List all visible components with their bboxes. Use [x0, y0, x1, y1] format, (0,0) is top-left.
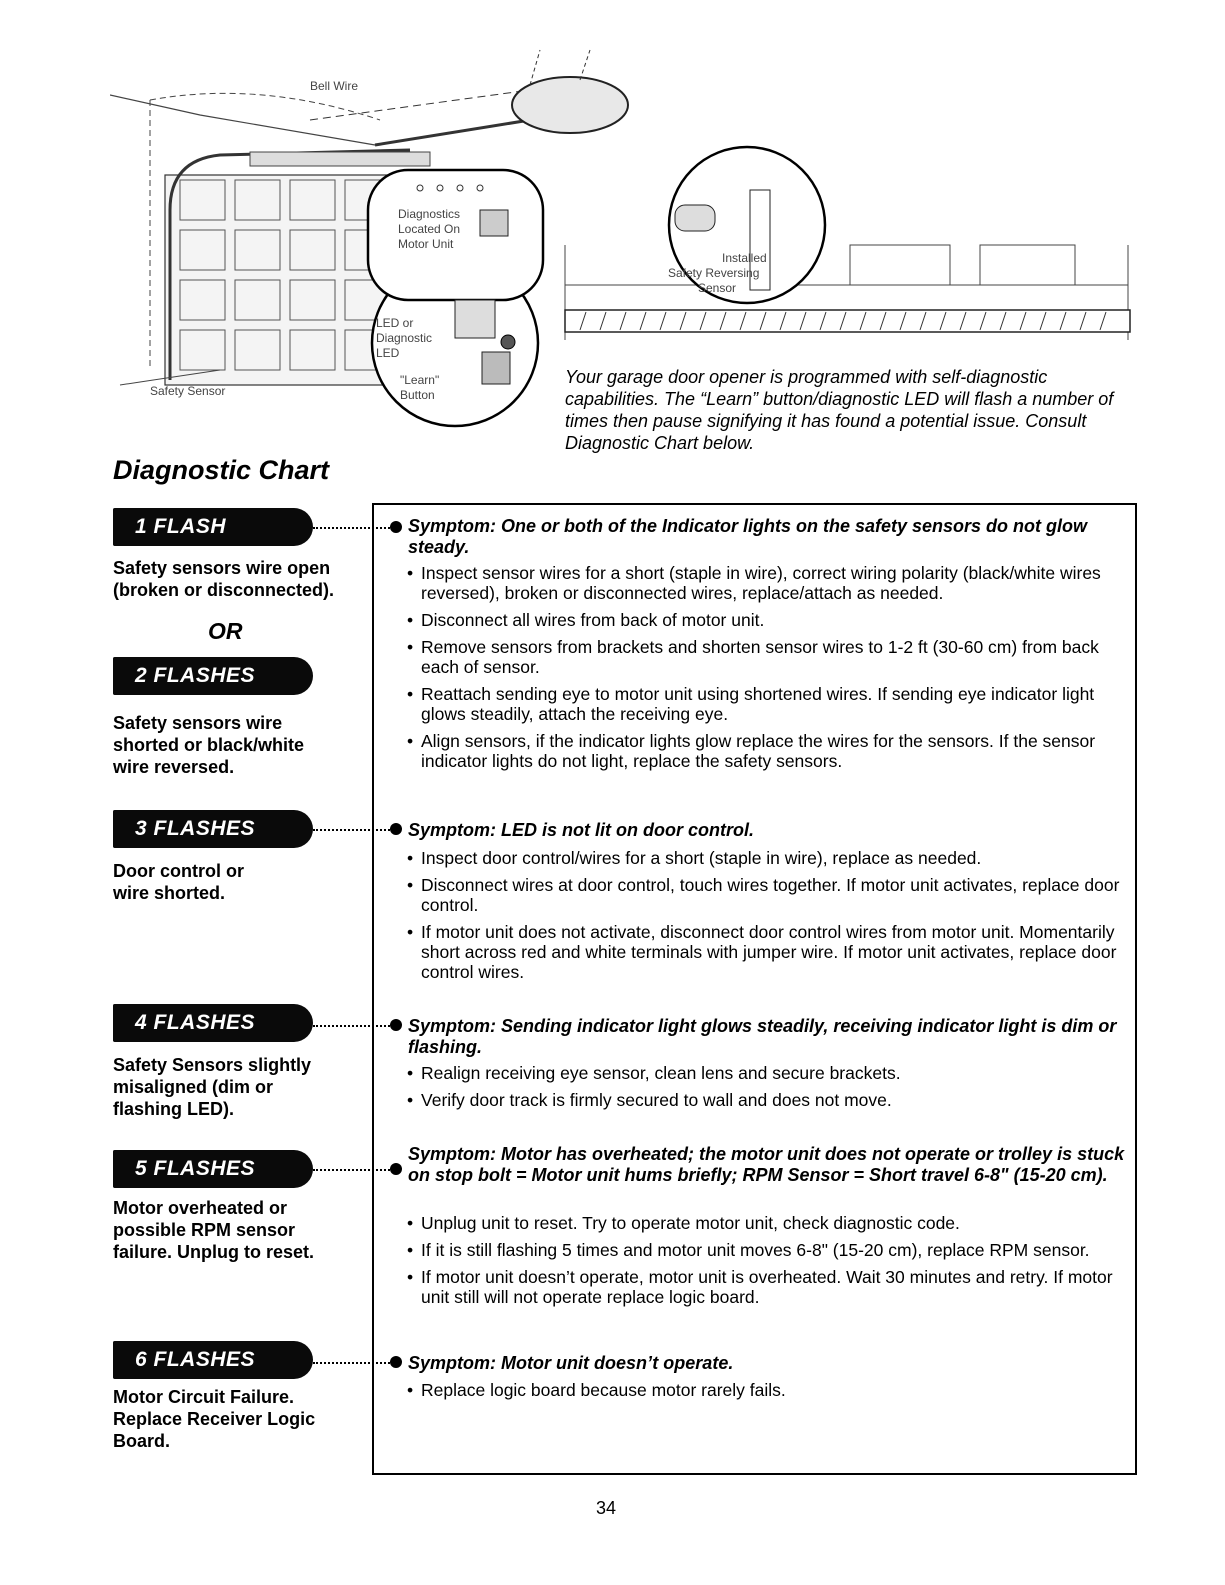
flash-cause-2: Safety sensors wire shorted or black/white wire reversed.: [113, 713, 305, 777]
flash-badge-2: 2 FLASHES: [113, 657, 313, 695]
step-item: • If it is still flashing 5 times and motor unit moves 6-8" (15-20 cm), replace RPM sensor.: [405, 1240, 1125, 1260]
flash-cause-4: Safety Sensors slightly misaligned (dim or flashing LED).: [113, 1055, 312, 1119]
led-label-1: LED or: [376, 316, 414, 330]
diagnostics-label-1: Diagnostics: [398, 207, 461, 221]
page-number: 34: [596, 1498, 617, 1518]
step-item: • Reattach sending eye to motor unit using shortened wires. If sending eye indicator light glows steadily, attach the receiving eye.: [405, 684, 1125, 724]
flash-cause-6: Motor Circuit Failure. Replace Receiver Logic Board.: [113, 1387, 316, 1451]
steps-5: [405, 1380, 1125, 1407]
flash-badge-5: 5 FLASHES: [113, 1150, 313, 1188]
flash-cause-1: Safety sensors wire open (broken or disconnected).: [113, 558, 335, 600]
installed-label-1: Installed: [722, 251, 767, 265]
learn-label-1: "Learn": [400, 373, 440, 387]
chart-title: Diagnostic Chart: [113, 455, 330, 485]
step-item: • Replace logic board because motor rarely fails.: [405, 1380, 1125, 1400]
steps-3: [405, 1063, 1125, 1117]
flash-badge-1: 1 FLASH: [113, 508, 313, 546]
flash-cause-5: Motor overheated or possible RPM sensor failure. Unplug to reset.: [113, 1198, 315, 1262]
step-item: • Disconnect all wires from back of motor unit.: [405, 610, 1125, 630]
installed-label-3: Sensor: [698, 281, 737, 295]
step-item: • Align sensors, if the indicator lights glow replace the wires for the sensors. If the sensor indicator lights do not light, replace the safety sensors.: [405, 731, 1125, 771]
symptom-3: Symptom: Sending indicator light glows steadily, receiving indicator light is dim or flashing.: [408, 1016, 1117, 1057]
flash-cause-3: Door control or wire shorted.: [113, 861, 244, 903]
flash-badge-4: 4 FLASHES: [113, 1004, 313, 1042]
diagnostics-label-3: Motor Unit: [398, 237, 454, 251]
step-item: • Inspect sensor wires for a short (staple in wire), correct wiring polarity (black/white wires reversed), broken or disconnected wires, replace/attach as needed.: [405, 563, 1125, 603]
or-label: OR: [208, 618, 243, 644]
learn-label-2: Button: [400, 388, 435, 402]
leader-line: [313, 1025, 393, 1027]
steps-2: [405, 848, 1125, 989]
symptom-dot: [390, 521, 402, 533]
symptom-dot: [390, 1019, 402, 1031]
intro-text: Your garage door opener is programmed with self-diagnostic capabilities. The “Learn” button/diagnostic LED will flash a number of times then pause signifying it has found a potential issue. Consult Diagnostic Chart below.: [565, 367, 1114, 453]
steps-4: [405, 1213, 1125, 1314]
leader-line: [313, 527, 393, 529]
flash-badge-6: 6 FLASHES: [113, 1341, 313, 1379]
symptom-dot: [390, 823, 402, 835]
flash-badge-3: 3 FLASHES: [113, 810, 313, 848]
step-item: • Realign receiving eye sensor, clean lens and secure brackets.: [405, 1063, 1125, 1083]
safety-sensor-label: Safety Sensor: [150, 384, 226, 398]
step-item: • Verify door track is firmly secured to wall and does not move.: [405, 1090, 1125, 1110]
led-label-2: Diagnostic: [376, 331, 433, 345]
symptom-dot: [390, 1163, 402, 1175]
step-item: • Unplug unit to reset. Try to operate motor unit, check diagnostic code.: [405, 1213, 1125, 1233]
step-item: • Disconnect wires at door control, touch wires together. If motor unit activates, replace door control.: [405, 875, 1125, 915]
bell-wire-label: Bell Wire: [310, 79, 359, 93]
diagnostics-label-2: Located On: [398, 222, 461, 236]
symptom-4: Symptom: Motor has overheated; the motor unit does not operate or trolley is stuck on stop bolt = Motor unit hums briefly; RPM Sensor = Short travel 6-8" (15-20 cm).: [408, 1144, 1125, 1185]
step-item: • If motor unit doesn’t operate, motor unit is overheated. Wait 30 minutes and retry. If motor unit still will not operate replace logic board.: [405, 1267, 1125, 1307]
step-item: • Remove sensors from brackets and shorten sensor wires to 1-2 ft (30-60 cm) from back each of sensor.: [405, 637, 1125, 677]
symptom-2: Symptom: LED is not lit on door control.: [408, 820, 754, 840]
steps-1: [405, 563, 1125, 778]
symptom-1: Symptom: One or both of the Indicator lights on the safety sensors do not glow steady.: [408, 516, 1088, 557]
installed-label-2: Safety Reversing: [668, 266, 760, 280]
step-item: • Inspect door control/wires for a short (staple in wire), replace as needed.: [405, 848, 1125, 868]
leader-line: [313, 829, 393, 831]
leader-line: [313, 1169, 393, 1171]
led-label-3: LED: [376, 346, 400, 360]
step-item: • If motor unit does not activate, disconnect door control wires from motor unit. Momentarily short across red and white terminals with jumper wire. If motor unit activates, replace door control wires.: [405, 922, 1125, 982]
symptom-dot: [390, 1356, 402, 1368]
leader-line: [313, 1362, 393, 1364]
symptom-5: Symptom: Motor unit doesn’t operate.: [408, 1353, 734, 1373]
